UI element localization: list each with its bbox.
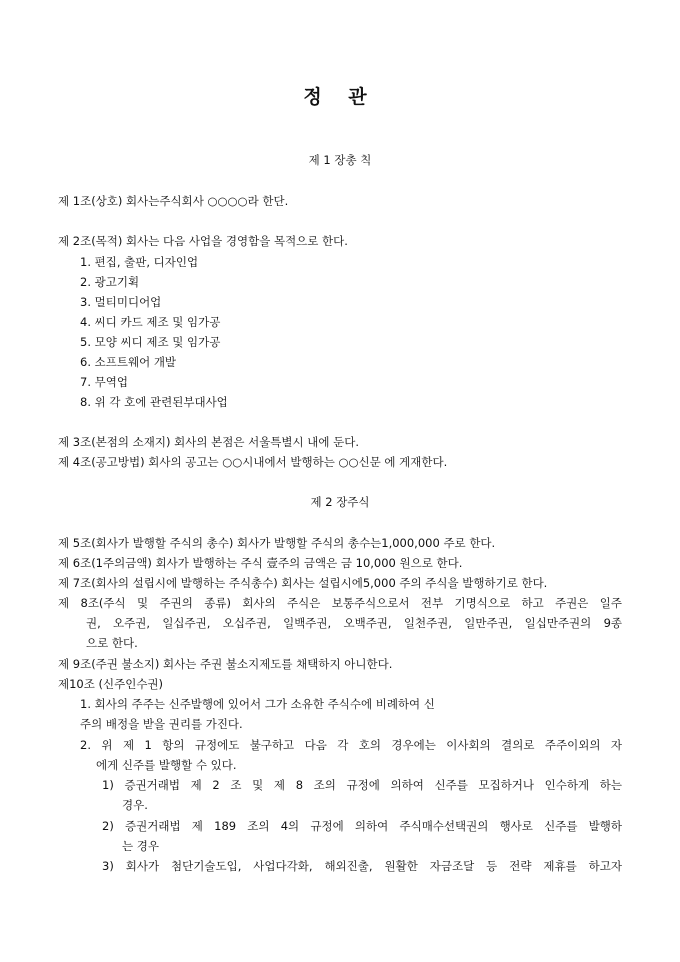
article-2-item: 7. 무역업	[80, 375, 128, 389]
article-1: 제 1조(상호) 회사는주식회사 ○○○○라 한단.	[58, 194, 289, 208]
article-10-heading: 제10조 (신주인수권)	[58, 677, 164, 691]
article-2-item: 3. 멀티미디어업	[80, 295, 162, 309]
article-8-line-2: 권, 오주권, 일십주권, 오십주권, 일백주권, 오백주권, 일천주권, 일만주권, 일십만주권의 9종	[86, 616, 622, 630]
article-2-item: 4. 씨디 카드 제조 및 임가공	[80, 315, 221, 329]
article-9: 제 9조(주권 불소지) 회사는 주권 불소지제도를 채택하지 아니한다.	[58, 657, 393, 671]
article-10-subclause-2-line-1: 2) 증권거래법 제 189 조의 4의 규정에 의하여 주식매수선택권의 행사로 신주를 발행하	[102, 819, 622, 833]
article-6: 제 6조(1주의금액) 회사가 발행하는 주식 壹주의 금액은 금 10,000 원으로 한다.	[58, 556, 463, 570]
article-8-line-3: 으로 한다.	[86, 636, 138, 650]
article-8-line-1: 제 8조(주식 및 주권의 종류) 회사의 주식은 보통주식으로서 전부 기명식으로 하고 주권은 일주	[58, 596, 622, 610]
article-10-subclause-3-line-1: 3) 회사가 첨단기술도입, 사업다각화, 해외진출, 원활한 자금조달 등 전략 제휴를 하고자	[102, 859, 622, 873]
article-2-item: 6. 소프트웨어 개발	[80, 355, 177, 369]
chapter-2-heading: 제 2 장주식	[310, 495, 370, 509]
article-10-clause-2-line-2: 에게 신주를 발행할 수 있다.	[96, 758, 237, 772]
article-10-subclause-1-line-2: 경우.	[122, 798, 148, 812]
document-title: 정 관	[303, 86, 377, 108]
article-4: 제 4조(공고방법) 회사의 공고는 ○○시내에서 발행하는 ○○신문 에 게재한다.	[58, 455, 448, 469]
chapter-1-heading: 제 1 장총 칙	[308, 153, 372, 167]
article-2: 제 2조(목적) 회사는 다음 사업을 경영함을 목적으로 한다.	[58, 234, 348, 248]
article-2-item: 5. 모양 씨디 제조 및 임가공	[80, 335, 221, 349]
article-7: 제 7조(회사의 설립시에 발행하는 주식총수) 회사는 설립시에5,000 주의 주식을 발행하기로 한다.	[58, 576, 548, 590]
article-2-item: 1. 편집, 출판, 디자인업	[80, 255, 199, 269]
article-5: 제 5조(회사가 발행할 주식의 총수) 회사가 발행할 주식의 총수는1,000,000 주로 한다.	[58, 536, 496, 550]
article-10-subclause-1-line-1: 1) 증권거래법 제 2 조 및 제 8 조의 규정에 의하여 신주를 모집하거나 인수하게 하는	[102, 778, 622, 792]
article-10-subclause-2-line-2: 는 경우	[122, 839, 159, 853]
article-2-item: 2. 광고기획	[80, 275, 140, 289]
article-10-clause-2-line-1: 2. 위 제 1 항의 규정에도 불구하고 다음 각 호의 경우에는 이사회의 결의로 주주이외의 자	[80, 738, 622, 752]
article-10-clause-1-line-2: 주의 배정을 받을 권리를 가진다.	[80, 717, 243, 731]
article-2-item: 8. 위 각 호에 관련된부대사업	[80, 395, 228, 409]
article-3: 제 3조(본점의 소재지) 회사의 본점은 서울특별시 내에 둔다.	[58, 435, 360, 449]
article-10-clause-1-line-1: 1. 회사의 주주는 신주발행에 있어서 그가 소유한 주식수에 비례하여 신	[80, 697, 435, 711]
